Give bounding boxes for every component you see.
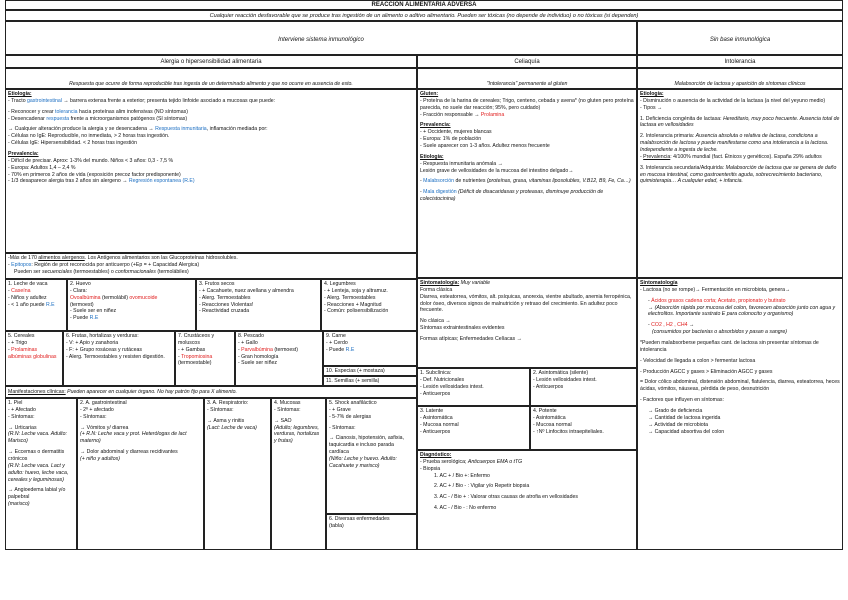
t: 3. Latente [420, 408, 444, 414]
allergy-etio-line: - Células IgE: Hipersensibilidad. < 2 horas tras ingestión [8, 140, 138, 147]
t: Tropomiosina [181, 353, 213, 360]
food-title: 3. Frutos secos [199, 281, 235, 287]
t: - Reacciones Violentas! [199, 301, 254, 308]
food-title: 9. Carne [326, 333, 346, 339]
t [8, 302, 64, 309]
t [640, 154, 840, 161]
t: (Niño: Leche y huevo. Adulto: Cacahuete y marisco) [329, 456, 397, 469]
t: - 5-7% de alergias [329, 413, 372, 420]
food-fruits [63, 331, 175, 386]
t: → barrera extensa frente a exterior; presenta tejido linfoide asociado a mucosas que puede: [61, 97, 276, 104]
t: - [8, 261, 12, 268]
t: , inflamación mediada por: [206, 126, 268, 133]
t: *Pueden malabsorberse pequeñas cant. de lactosa sin presentar síntomas de intolerancia [640, 340, 819, 353]
t: - Def. Nutricionales [420, 376, 465, 383]
t: - 2º + afectado [80, 406, 114, 413]
t: - Niños y adultez [8, 294, 47, 301]
t: - Europa: 1% de población [420, 136, 482, 143]
t: de nutrientes [454, 178, 487, 185]
manif-diseases [326, 514, 417, 550]
header-celiac: Celiaquía [417, 55, 637, 68]
t: - + Gallo [238, 339, 258, 346]
food-title: 2. Huevo [70, 281, 91, 287]
t: Sintomatología: [420, 280, 460, 286]
t: → Cianosis, hipotensión, asfixia, taquicardia e incluso parada cardíaca [329, 435, 404, 456]
allergy-desc: Respuesta que ocurre de forma reproducible tras ingesta de un determinado alimento y que no ocurre en ausencia de esto. [5, 68, 417, 89]
t: (Lact: Leche de vaca) [207, 424, 257, 431]
t: → Asma y rinitis [207, 417, 245, 424]
t [70, 295, 193, 302]
food-title: 6. Frutas, hortalizas y verduras: [66, 333, 139, 339]
t: - Factores que influyen en síntomas: [640, 397, 724, 404]
t: - [420, 178, 424, 185]
t: Sintomatología [640, 280, 678, 286]
t: → Grado de deficiencia [648, 408, 703, 415]
t: 1. Subclínica: [420, 370, 452, 376]
t: - Reconocer y crear [8, 108, 55, 115]
t: → Cualquier alteración produce la alergia y se desencadena → [8, 126, 156, 133]
t: → (Absorción rápida por mucosa del colon, favorecen absorción junto con agua y electrolitos. Importante sustrato E para colonocito y organismo) [648, 304, 836, 318]
t: 3. Intolerancia secundaria/Adquirida: [640, 164, 726, 171]
allergens-line [8, 262, 414, 269]
t: 4. Potente [533, 408, 557, 414]
t: 2. Asintomática (silente) [533, 370, 589, 376]
t: (marisco) [8, 501, 30, 508]
t: - Mucosa normal [420, 421, 459, 428]
t: Muy variable [459, 280, 491, 286]
t: 2. AC + / Bio - : Vigilar y/o Repetir biopsia [434, 483, 530, 490]
t: - Anticuerpos [420, 428, 451, 435]
t: - Síntomas: [80, 413, 107, 420]
t [8, 347, 60, 361]
t: Prevalencia [643, 153, 671, 160]
allergy-etiology [5, 89, 417, 253]
t: - F: + Grupo rosáceas y rutáceas [66, 346, 142, 353]
t: (tabla) [329, 522, 344, 529]
t: - [238, 346, 242, 353]
t: conformacionales [115, 268, 156, 275]
t: (+ R.N: Leche vaca y prot. Heterólogas de lact materno) [80, 431, 187, 445]
t: - Disminución o ausencia de la actividad de la lactasa (a nivel del yeyuno medio) [640, 97, 826, 104]
t: Mala digestión [423, 189, 457, 196]
t: Gluten: [420, 91, 439, 97]
t: Diagnóstico: [420, 452, 452, 458]
t: respuesta [46, 115, 70, 122]
t: - + Occidente, mujeres blancas [420, 129, 492, 136]
t: - Suele ser niñez [238, 360, 277, 367]
t [640, 298, 840, 305]
t: - + Grave [329, 406, 351, 413]
t: - Asintomática [533, 414, 566, 421]
t: 1. Deficiencia congénita de lactasa: [640, 115, 724, 122]
t: secuenciales [41, 268, 72, 275]
t: -Más de 170 [8, 255, 39, 261]
branch-nonimmune: Sin base inmunológica [637, 21, 843, 55]
food-seeds [323, 376, 417, 386]
t: Parvalbúmina [241, 346, 273, 353]
t: No clásica → [420, 318, 451, 325]
t: Prolaminas albúminas globulinas [8, 346, 57, 360]
food-egg [67, 279, 196, 331]
t: (proteínas, grasa, vitaminas liposolubles, V.B12, B9, Fe, Ca…) [486, 178, 631, 185]
t: 3. A. Respiratorio: [207, 400, 249, 406]
t: (termoestable) [178, 360, 212, 367]
t: (termoestables) o [71, 268, 116, 275]
t: R.E [45, 301, 55, 308]
t: → Eccemas o dermatitis crónicos [8, 449, 65, 463]
intol-symptoms [637, 278, 843, 550]
t: - [8, 287, 12, 294]
header-allergy: Alergia o hipersensibilidad alimentaria [5, 55, 417, 68]
celiac-form-latent [417, 406, 530, 450]
food-meat [323, 331, 417, 366]
t: - Tipos → [640, 104, 663, 111]
t: - Anticuerpos [420, 390, 451, 397]
t: Respuesta inmunitaria [155, 126, 207, 133]
manif-shock [326, 398, 417, 514]
allergy-prev-title: Prevalencia: [8, 151, 39, 158]
t: Epitopos [11, 261, 32, 268]
t [420, 280, 634, 287]
t: - Alerg. Termoestables [199, 294, 251, 301]
t: - Alerg. Termoestables [324, 294, 376, 301]
t [420, 178, 634, 185]
t [326, 347, 414, 354]
celiac-diagnosis [417, 450, 637, 550]
t [640, 133, 840, 154]
celiac-info [417, 89, 637, 278]
t: - Común: polisensibilización [324, 308, 389, 315]
t: - Lactosa (no se rompe)→ Fermentación en microbiota, genera→ [640, 286, 791, 293]
t [640, 322, 840, 329]
t: - ↑Nº Linfocitos intraepiteliales. [533, 428, 604, 435]
t: 4. Mucosas [274, 400, 301, 406]
t: 4. AC - / Bio - : No enfermo [434, 505, 497, 512]
t: : 4/100% mundial (fact. Étnicos y genéticos). España 29% adultos [670, 153, 822, 160]
t: - Síntomas: [274, 406, 301, 413]
t: Hereditario, muy poco frecuente. Ausencia total de lactasa en vellosidades [640, 115, 840, 129]
t [640, 165, 840, 186]
t: (+ semilla) [355, 378, 380, 384]
allergy-prev-line: - Europa: Adultos 1,4 – 2,4 % [8, 164, 76, 171]
t [420, 459, 634, 466]
t: 5. Shock anafiláctico [329, 400, 377, 406]
t: 10. Especias [326, 368, 356, 374]
t: R.E [89, 315, 99, 322]
t [70, 315, 193, 322]
t: Malabsorción de lactosa que se genera de daño en mucosa intestinal, como gastroenteritis aguda, sobrecrecimiento bacteriano, quimioterapia… A cualquier edad, + infancia. [640, 164, 837, 185]
food-milk [5, 279, 67, 331]
t: - Alerg. Termoestables y resisten digestión. [66, 353, 165, 360]
celiac-form-silent [530, 368, 637, 406]
allergy-etio-title: Etiología: [8, 91, 32, 97]
t: → Actividad de microbiota [648, 421, 708, 428]
t: - Biopsia [420, 465, 441, 472]
t: Pueden aparecer en cualquier órgano. No hay patrón fijo para X alimento. [65, 389, 237, 395]
t: - [178, 353, 182, 360]
t: Ácidos grasos cadena corta; Acetato, propionato y butirato [651, 297, 786, 304]
t: frente a microorganismos patógenos (SI síntomas) [69, 115, 188, 122]
t: - + Cacahuete, nuez avellana y almendra [199, 287, 294, 294]
t: - Síntomas: [329, 424, 356, 431]
t: - [640, 153, 644, 160]
t: Ovoalbúmina [70, 294, 101, 301]
t: CO2 , H2 , CH4 [651, 322, 688, 329]
intol-etiology [637, 89, 843, 278]
t: (Adulto; legumbres, verduras, hortalizas y frutas) [274, 424, 320, 445]
celiac-form-subclinical [417, 368, 530, 406]
t: . Los Antígenos alimentarios son las Glucoproteínas hidrosolubles. [84, 255, 238, 261]
t: - V: + Apio y zanahoria [66, 339, 119, 346]
t: (+ mostaza) [357, 368, 385, 374]
t: (termolábiles) [155, 268, 189, 275]
t: 1. AC + / Bio +: Enfermo [434, 472, 490, 479]
t: 11. Semillas [326, 378, 354, 384]
t: - Producción AGCC y gases > Eliminación AGCC y gases [640, 368, 773, 375]
t: 2. A. gastrointestinal [80, 400, 127, 406]
manif-header [5, 386, 417, 398]
manif-skin [5, 398, 77, 550]
t: - [648, 297, 652, 304]
t: Ausencia absoluta o relativa de lactasa, condiciona a malabsorción de lactosa y puede manifestarse como una intolerancia a la lactosa. Independiente a ingesta de leche. [640, 133, 829, 154]
t: tolerancia [55, 108, 78, 115]
t: - + Afectado [8, 406, 36, 413]
t: Forma clásica [420, 286, 453, 293]
t: Malabsorción [423, 178, 455, 185]
page-subtitle: Cualquier reacción desfavorable que se produce tras ingestión de un alimento o aditivo alimentario. Pueden ser tóxicas (no depende de individuo) o no tóxicas (si dependen) [5, 10, 843, 21]
food-title: 5. Cereales [8, 333, 35, 339]
allergy-etio-line [8, 109, 414, 116]
t: Anticuerpos EMA o tTG [467, 458, 523, 465]
manif-resp [204, 398, 271, 550]
branch-immune: Interviene sistema inmunológico [5, 21, 637, 55]
t [640, 116, 840, 130]
t: - Tracto [8, 97, 28, 104]
allergy-etio-line [8, 116, 414, 123]
t: → Vómitos y/ diarrea [80, 424, 129, 431]
t: - Proteína de la harina de cereales; Trigo, centeno, cebada y avena* (no gluten pero proteína parecida, no suele dar reacción; 95%, pero cuidado) [420, 97, 634, 111]
t: - Síntomas: [207, 406, 234, 413]
t: → Cantidad de lactosa ingerida [648, 414, 721, 421]
t: - [8, 346, 12, 353]
t: - Asintomática [420, 414, 453, 421]
t: Lesión grave de vellosidades de la mucosa del intestino delgado→ [420, 167, 574, 174]
t: hacia proteínas alim inofensivas (NO síntomas) [77, 108, 188, 115]
t: (R.N: Leche vaca. Lact y adulto: huevo, leche vaca, cereales y leguminosas) [8, 462, 69, 483]
t [178, 354, 232, 361]
t: - Síntomas: [8, 413, 35, 420]
t: R.E [345, 346, 355, 353]
t: → Capacidad absortiva del colon [648, 428, 725, 435]
t: Regresión espontanea (R.E) [128, 178, 195, 185]
t: Caseína [11, 287, 31, 294]
t: = Dolor cólico abdominal, distensión abdominal, flatulencia, diarrea, esteatorrea, heces ácidas, vómitos, náuseas, pérdida de peso, desnutrición [640, 379, 840, 393]
t: - Puede [326, 346, 346, 353]
t: (termolábil) [100, 294, 130, 301]
t: - Lesión vellosidades intest. [533, 376, 597, 383]
food-legumes [321, 279, 417, 331]
t: ovomucoide [129, 294, 158, 301]
manif-mucosa [271, 398, 326, 550]
t: - Suele ser en niñez [70, 308, 117, 315]
allergens-line [8, 269, 414, 276]
t: - Reactividad cruzada [199, 308, 250, 315]
t: - Prueba serológica; [420, 458, 468, 465]
t: - Velocidad de llegada a colon > fermentar lactosa [640, 357, 756, 364]
allergy-allergens [5, 253, 417, 279]
t: - < 1 año puede [8, 301, 46, 308]
intolerance-desc: Malabsorción de lactosa y aparición de síntomas clínicos [637, 68, 843, 89]
t: → SAO [274, 417, 292, 424]
t: : Región de prot reconocida por anticuerpo (+Ep = + Capacidad Alergica) [31, 261, 200, 268]
allergy-prev-line [8, 178, 414, 185]
t: - Suele aparecer con 1-3 años. Adultez menos frecuente [420, 143, 550, 150]
t: (termoest) [272, 346, 298, 353]
t: Prevalencia: [420, 122, 451, 129]
t: - Reacciones + Magnitud [324, 301, 382, 308]
food-shellfish [175, 331, 235, 386]
t: gastrointestinal [27, 97, 62, 104]
t [238, 347, 320, 354]
food-title: 4. Legumbres [324, 281, 356, 287]
t: - [648, 322, 652, 329]
celiac-form-potent [530, 406, 637, 450]
page-title: REACCIÓN ALIMENTARIA ADVERSA [5, 0, 843, 10]
t: 1. Piel [8, 400, 23, 406]
t: - Gran homología [238, 353, 279, 360]
t: - Respuesta inmunitaria anómala → [420, 160, 503, 167]
t: Síntomas extraintestinales evidentes [420, 325, 505, 332]
t: → Angioedema labial y/o palpebral [8, 487, 66, 501]
food-title: 1. Leche de vaca [8, 281, 48, 287]
t: (R.N: Leche vaca. Adulto: Marisco) [8, 431, 67, 445]
food-spices [323, 366, 417, 376]
t: - Puede [70, 315, 90, 322]
allergy-etio-line: - Células no IgE: Reproducible, no inmediata, > 2 horas tras ingestión. [8, 133, 170, 140]
food-title: 7. Crustáceos y moluscos [178, 333, 215, 346]
t: Prolamina [480, 111, 505, 118]
t: - Fracción responsable → [420, 111, 481, 118]
t: (+ niño y adultos) [80, 456, 120, 463]
t: - Anticuerpos [533, 383, 564, 390]
t: 2. Intolerancia primaria: [640, 133, 696, 140]
manif-gi [77, 398, 204, 550]
t: - [420, 189, 424, 196]
allergy-etio-line [8, 126, 414, 133]
t: - Desencadenar [8, 115, 47, 122]
t: Pueden ser [14, 268, 42, 275]
celiac-desc: "Intolerancia" permanente al gluten [417, 68, 637, 89]
header-intolerance: Intolerancia [637, 55, 843, 68]
allergy-prev-line: - 70% en primeros 2 años de vida (exposición precoz factor predisponente) [8, 171, 181, 178]
t: 3. AC - / Bio + : Valorar otras causas de atrofia en vellosidades [434, 494, 578, 501]
food-cereals [5, 331, 63, 386]
food-nuts [196, 279, 321, 331]
t: (termoest) [70, 301, 94, 308]
t: Diarrea, esteatorrea, vómitos, alt. psíquicas, anorexia, vientre abultado, anemia ferropénica, dolor óseo, diversos signos de malnutrición y retraso del crecimiento. En adultez poco frecuente. [420, 293, 632, 314]
allergens-line [8, 255, 414, 262]
t: → [687, 322, 695, 329]
t: - 1/3 desaparece alergia tras 2 años sin alergeno → [8, 178, 129, 185]
t: - Lesión vellosidades intest. [420, 383, 484, 390]
t [420, 189, 634, 203]
food-fish [235, 331, 323, 386]
allergy-prev-line: - Difícil de precisar. Aprox: 1-3% del mundo. Niños < 3 años: 0,3 - 7,5 % [8, 157, 174, 164]
t: Formas atípicas; Enfermedades Celíacas → [420, 336, 522, 343]
t: - Mucosa normal [533, 421, 572, 428]
t: - + Cerdo [326, 339, 348, 346]
t: (consumidos por bacterias o absorbidos y pasan a sangre) [652, 329, 787, 336]
food-title: 8. Pescado [238, 333, 264, 339]
t: - + Lenteja, soja y altramuz. [324, 287, 388, 294]
t: → Dolor abdominal y diarreas recidivantes [80, 449, 178, 456]
t: Etiología: [640, 91, 664, 97]
t: - + Trigo [8, 339, 28, 346]
allergy-etio-line [8, 98, 414, 105]
t: alimentos alergenos [38, 255, 85, 261]
t [8, 288, 64, 295]
t: Manifestaciones clínicas: [8, 389, 66, 395]
t [420, 112, 634, 119]
t: 6. Diversas enfermedades [329, 516, 390, 522]
t: (Déficit de disacaridasas y proteasas, disminuye producción de colecistocinina) [420, 189, 604, 203]
t: → Urticarias [8, 424, 37, 431]
celiac-symptoms [417, 278, 637, 368]
t: - Clara: [70, 287, 88, 294]
t: Etiología: [420, 153, 444, 160]
t: - + Gambas [178, 346, 206, 353]
